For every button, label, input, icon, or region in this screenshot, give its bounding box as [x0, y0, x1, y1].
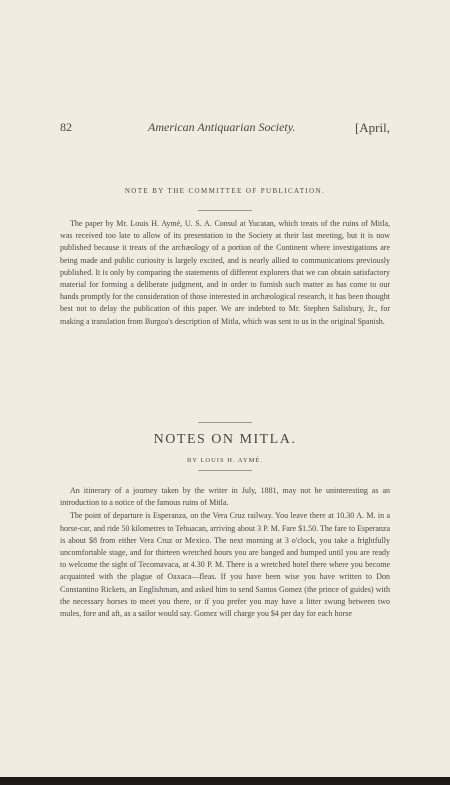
page-number: 82: [60, 120, 72, 134]
issue-month: [April,: [354, 120, 390, 135]
divider-rule: [198, 210, 252, 211]
article-byline: BY LOUIS H. AYMÉ.: [187, 457, 263, 464]
article-title: NOTES ON MITLA.: [153, 432, 297, 447]
article-paragraph: An itinerary of a journey taken by the writer in July, 1881, may not be uninteresting as an introduction to a notice of the famous ruins of Mitla.: [60, 486, 390, 508]
article-body: [60, 485, 390, 620]
divider-rule: [198, 422, 252, 423]
article-paragraph: The point of departure is Esperanza, on the Vera Cruz railway. You leave there at 10.30 A. M. in a horse-car, and ride 50 kilometres to Tehuacan, arriving about 3 P. M. Fare $1.50. The fare to Esperanza is about $8 from either Vera Cruz or Mexico. The next morning at 3 o'clock, you take a frightfully uncomfortable stage, and for thirteen wretched hours you are banged and bumped until you are ready to welcome the sight of Tecomavaca, at 4.30 P. M. There is a wretched hotel there where you become acquainted with the plague of Oaxaca—fleas. If you have been wise you have written to Don Constantino Rickets, an Englishman, and asked him to send Santos Gomez (the prince of guides) with the necessary horses to meet you there, or if you prefer you may have a litter swung between two mules, fore and aft, as a sailor would say. Gomez will charge you $4 per day for each horse: [60, 511, 390, 619]
note-body: [60, 218, 390, 328]
divider-rule: [198, 470, 252, 471]
note-paragraph: The paper by Mr. Louis H. Aymé, U. S. A. Consul at Yucatan, which treats of the ruins of Mitla, was received too late to allow of its presentation to the Society at their last meeting, but it is now published because it treats of the archæology of a portion of the Continent where investigations are being made and public curiosity is largely excited, and is nearly allied to communications previously published. It is only by comparing the statements of different explorers that we can obtain satisfactory material for forming a deliberate judgment, and in order to furnish such matter as has come to our hands promptly for the consideration of those interested in archæological research, it has been thought best not to delay the publication of this paper. We are indebted to Mr. Stephen Salisbury, Jr., for making a translation from Burgoa's description of Mitla, which was sent to us in the original Spanish.: [60, 219, 390, 326]
running-head: [60, 120, 390, 136]
scan-edge: [0, 777, 450, 785]
note-heading: NOTE BY THE COMMITTEE OF PUBLICATION.: [124, 187, 326, 195]
journal-title: American Antiquarian Society.: [148, 120, 296, 134]
